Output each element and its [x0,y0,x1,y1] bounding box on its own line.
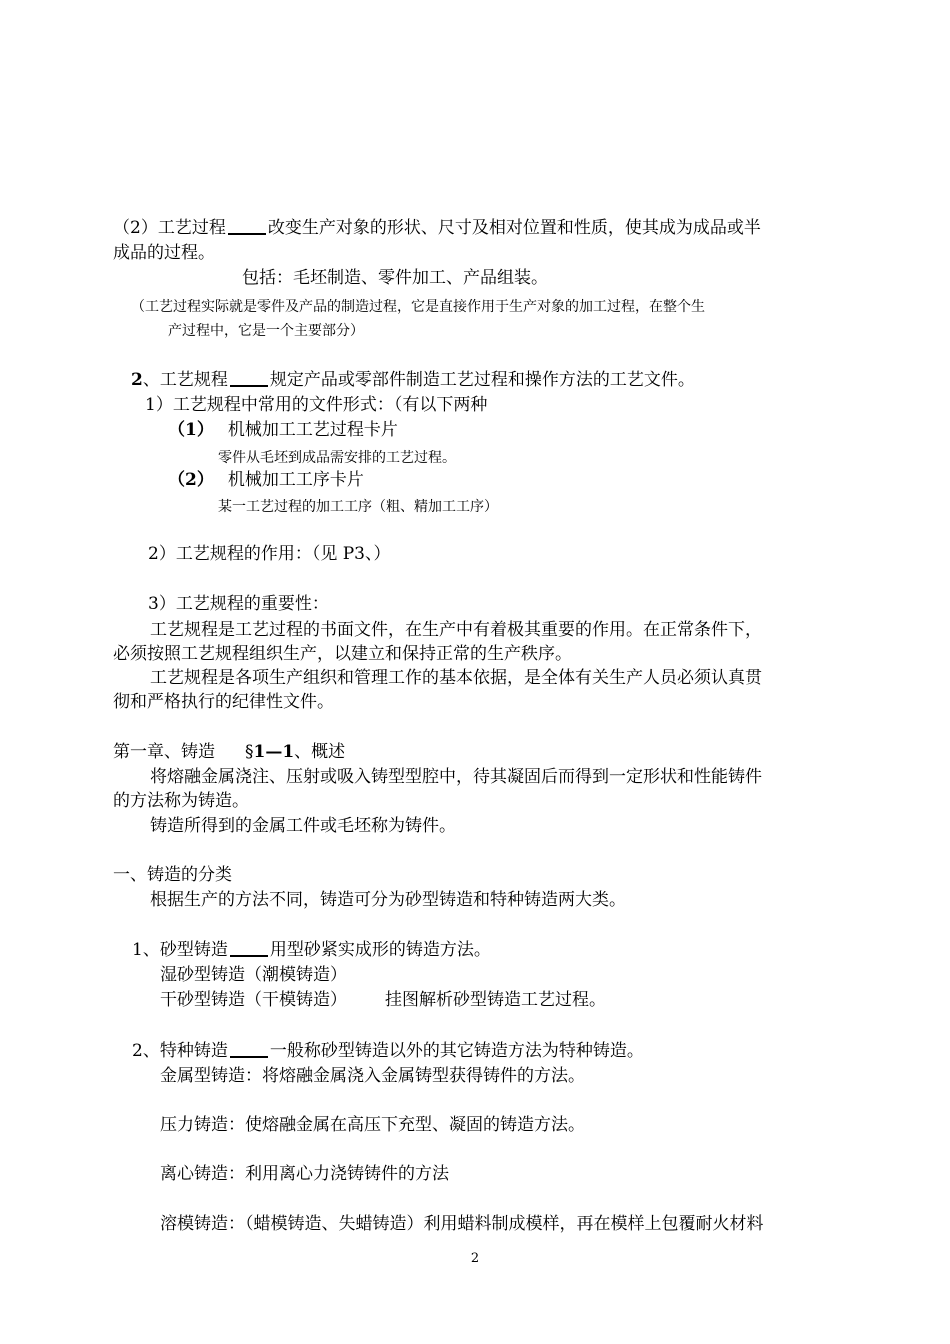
answer-blank [230,1040,268,1058]
process-note-line1: （工艺过程实际就是零件及产品的制造过程，它是直接作用于生产对象的加工过程，在整个生 [131,299,705,315]
regulation-heading [131,369,695,391]
sand-casting-label: 1、砂型铸造 [132,940,228,960]
regulation-item1-desc: 零件从毛坯到成品需安排的工艺过程。 [218,450,456,466]
process-definition-text: 改变生产对象的形状、尺寸及相对位置和性质，使其成为成品或半 [267,218,761,238]
casting-definition-line1: 将熔融金属浇注、压射或吸入铸型型腔中，待其凝固后而得到一定形状和性能铸件 [150,767,762,787]
regulation-item1 [168,419,398,441]
answer-blank [230,939,268,957]
section-number: 1—1 [253,742,295,762]
special-casting-heading [132,1040,644,1062]
special-casting-definition: 一般称砂型铸造以外的其它铸造方法为特种铸造。 [269,1041,644,1061]
regulation-number: 2 [131,370,143,390]
classification-intro: 根据生产的方法不同，铸造可分为砂型铸造和特种铸造两大类。 [150,890,626,910]
classification-heading: 一、铸造的分类 [113,865,232,885]
importance-para1-line2: 必须按照工艺规程组织生产，以建立和保持正常的生产秩序。 [113,644,572,664]
sand-casting-definition: 用型砂紧实成形的铸造方法。 [269,940,491,960]
section-symbol: § [245,742,254,762]
importance-para1-line1: 工艺规程是工艺过程的书面文件，在生产中有着极其重要的作用。在正常条件下， [150,620,762,640]
chapter-heading [113,741,345,763]
answer-blank [230,369,268,387]
dry-sand-casting-line [160,989,606,1011]
chapter-title: 第一章、铸造 [113,742,215,762]
process-label: （2）工艺过程 [113,218,226,238]
answer-blank [228,217,266,235]
wet-sand-casting: 湿砂型铸造（潮模铸造） [160,965,347,985]
process-definition-line2: 成品的过程。 [113,243,215,263]
dry-sand-note: 挂图解析砂型铸造工艺过程。 [385,990,606,1010]
regulation-definition: 规定产品或零部件制造工艺过程和操作方法的工艺文件。 [269,370,695,390]
regulation-label: 、工艺规程 [142,370,228,390]
investment-casting: 溶模铸造：（蜡模铸造、失蜡铸造）利用蜡料制成模样，再在模样上包覆耐火材料 [160,1214,764,1234]
importance-para2-line1: 工艺规程是各项生产组织和管理工作的基本依据，是全体有关生产人员必须认真贯 [150,668,762,688]
dry-sand-casting: 干砂型铸造（干模铸造） [160,990,347,1010]
importance-para2-line2: 彻和严格执行的纪律性文件。 [113,692,334,712]
item1-number: （1） [168,420,214,440]
casting-definition-line2: 的方法称为铸造。 [113,791,249,811]
metal-mold-casting: 金属型铸造：将熔融金属浇入金属铸型获得铸件的方法。 [160,1066,585,1086]
regulation-sub1: 1）工艺规程中常用的文件形式：（有以下两种 [145,395,488,415]
casting-part-definition: 铸造所得到的金属工件或毛坯称为铸件。 [150,816,456,836]
sand-casting-heading [132,939,491,961]
centrifugal-casting: 离心铸造：利用离心力浇铸铸件的方法 [160,1164,449,1184]
regulation-sub3: 3）工艺规程的重要性： [148,594,329,614]
regulation-item2 [168,469,364,491]
item2-number: （2） [168,470,214,490]
regulation-sub2: 2）工艺规程的作用：（见 P3、） [148,544,391,564]
process-includes: 包括：毛坯制造、零件加工、产品组装。 [242,268,548,288]
page-number: 2 [470,1251,480,1266]
special-casting-label: 2、特种铸造 [132,1041,228,1061]
item2-text: 机械加工工序卡片 [227,470,364,490]
process-definition-line1 [113,217,761,239]
process-note-line2: 产过程中，它是一个主要部分） [168,323,364,339]
item1-text: 机械加工工艺过程卡片 [227,420,398,440]
section-title: 、概述 [294,742,346,762]
pressure-casting: 压力铸造：使熔融金属在高压下充型、凝固的铸造方法。 [160,1115,585,1135]
regulation-item2-desc: 某一工艺过程的加工工序（粗、精加工工序） [218,499,498,515]
